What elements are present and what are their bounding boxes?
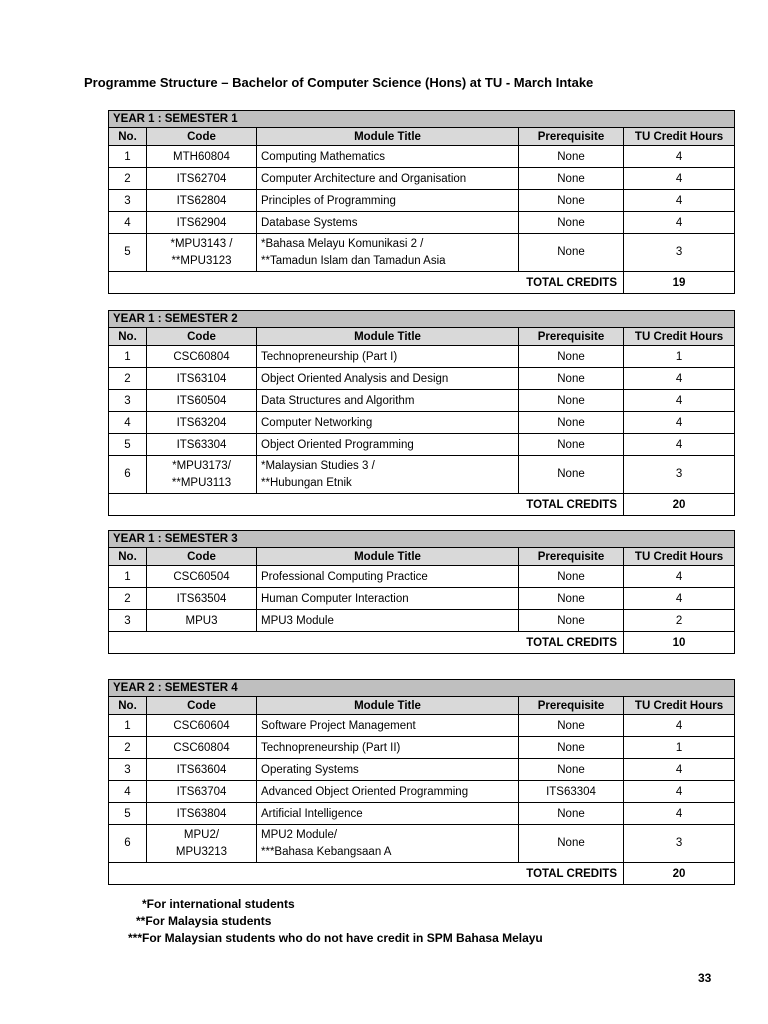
prerequisite: None bbox=[519, 610, 624, 632]
col-header-title: Module Title bbox=[257, 128, 519, 146]
module-title-line: Technopreneurship (Part I) bbox=[261, 350, 398, 363]
module-code-line: ITS63504 bbox=[176, 592, 227, 605]
prerequisite: None bbox=[519, 825, 624, 863]
row-number: 5 bbox=[109, 803, 147, 825]
row-number: 5 bbox=[109, 234, 147, 272]
module-code-line: MPU3 bbox=[185, 614, 218, 627]
module-title-line: Object Oriented Programming bbox=[261, 438, 414, 451]
module-title bbox=[257, 234, 519, 272]
table-row bbox=[109, 715, 735, 737]
module-code bbox=[147, 737, 257, 759]
module-code bbox=[147, 412, 257, 434]
module-code bbox=[147, 368, 257, 390]
col-header-prereq: Prerequisite bbox=[519, 548, 624, 566]
module-code-line: ITS63204 bbox=[176, 416, 227, 429]
prerequisite: None bbox=[519, 212, 624, 234]
row-number: 3 bbox=[109, 610, 147, 632]
col-header-title: Module Title bbox=[257, 548, 519, 566]
table-row bbox=[109, 368, 735, 390]
module-code-line: ITS60504 bbox=[176, 394, 227, 407]
column-header-row bbox=[109, 548, 735, 566]
module-code bbox=[147, 212, 257, 234]
col-header-no: No. bbox=[109, 697, 147, 715]
col-header-prereq: Prerequisite bbox=[519, 697, 624, 715]
module-title bbox=[257, 759, 519, 781]
table-row bbox=[109, 803, 735, 825]
prerequisite: None bbox=[519, 588, 624, 610]
semester-heading: YEAR 1 : SEMESTER 3 bbox=[109, 531, 735, 548]
semester-table bbox=[108, 110, 735, 294]
module-title-line: MPU3 Module bbox=[261, 614, 334, 627]
credit-hours: 4 bbox=[624, 715, 735, 737]
col-header-code: Code bbox=[147, 697, 257, 715]
semester-heading: YEAR 1 : SEMESTER 1 bbox=[109, 111, 735, 128]
total-credits-value: 10 bbox=[624, 632, 735, 654]
credit-hours: 2 bbox=[624, 610, 735, 632]
col-header-hours: TU Credit Hours bbox=[624, 128, 735, 146]
footnote: **For Malaysia students bbox=[136, 914, 272, 928]
module-code bbox=[147, 234, 257, 272]
credit-hours: 1 bbox=[624, 346, 735, 368]
module-code bbox=[147, 588, 257, 610]
prerequisite: None bbox=[519, 737, 624, 759]
module-title bbox=[257, 212, 519, 234]
credit-hours: 4 bbox=[624, 588, 735, 610]
table-row bbox=[109, 434, 735, 456]
table-row bbox=[109, 588, 735, 610]
prerequisite: None bbox=[519, 146, 624, 168]
module-code-line: MPU2/ bbox=[183, 828, 220, 841]
row-number: 4 bbox=[109, 212, 147, 234]
credit-hours: 4 bbox=[624, 168, 735, 190]
prerequisite: None bbox=[519, 456, 624, 494]
module-code bbox=[147, 566, 257, 588]
total-credits-value: 20 bbox=[624, 863, 735, 885]
prerequisite: None bbox=[519, 368, 624, 390]
row-number: 2 bbox=[109, 588, 147, 610]
row-number: 2 bbox=[109, 168, 147, 190]
module-title-line: Artificial Intelligence bbox=[261, 807, 363, 820]
module-title bbox=[257, 737, 519, 759]
module-title-line: **Tamadun Islam dan Tamadun Asia bbox=[261, 254, 446, 267]
module-title bbox=[257, 566, 519, 588]
module-title-line: MPU2 Module/ bbox=[261, 828, 338, 841]
table-row bbox=[109, 781, 735, 803]
prerequisite: None bbox=[519, 434, 624, 456]
col-header-hours: TU Credit Hours bbox=[624, 548, 735, 566]
module-title bbox=[257, 434, 519, 456]
row-number: 5 bbox=[109, 434, 147, 456]
module-title bbox=[257, 825, 519, 863]
prerequisite: None bbox=[519, 803, 624, 825]
module-code bbox=[147, 146, 257, 168]
semester-heading-row bbox=[109, 680, 735, 697]
page-number: 33 bbox=[698, 971, 712, 985]
table-row bbox=[109, 190, 735, 212]
prerequisite: None bbox=[519, 412, 624, 434]
module-code-line: CSC60804 bbox=[173, 741, 230, 754]
credit-hours: 4 bbox=[624, 434, 735, 456]
module-title bbox=[257, 456, 519, 494]
col-header-no: No. bbox=[109, 128, 147, 146]
table-row bbox=[109, 234, 735, 272]
row-number: 1 bbox=[109, 715, 147, 737]
module-title-line: Data Structures and Algorithm bbox=[261, 394, 415, 407]
module-title-line: Human Computer Interaction bbox=[261, 592, 409, 605]
module-title-line: Principles of Programming bbox=[261, 194, 396, 207]
footnotes bbox=[128, 896, 543, 947]
credit-hours: 3 bbox=[624, 825, 735, 863]
module-code-line: CSC60604 bbox=[173, 719, 230, 732]
module-code-line: MTH60804 bbox=[173, 150, 230, 163]
prerequisite: None bbox=[519, 346, 624, 368]
module-code bbox=[147, 390, 257, 412]
module-code bbox=[147, 825, 257, 863]
col-header-no: No. bbox=[109, 548, 147, 566]
col-header-code: Code bbox=[147, 328, 257, 346]
module-title-line: **Hubungan Etnik bbox=[261, 476, 352, 489]
col-header-prereq: Prerequisite bbox=[519, 128, 624, 146]
row-number: 2 bbox=[109, 737, 147, 759]
row-number: 6 bbox=[109, 456, 147, 494]
row-number: 2 bbox=[109, 368, 147, 390]
credit-hours: 4 bbox=[624, 368, 735, 390]
credit-hours: 4 bbox=[624, 759, 735, 781]
module-title-line: Operating Systems bbox=[261, 763, 359, 776]
total-credits-value: 19 bbox=[624, 272, 735, 294]
module-code bbox=[147, 190, 257, 212]
row-number: 4 bbox=[109, 781, 147, 803]
col-header-prereq: Prerequisite bbox=[519, 328, 624, 346]
module-title-line: Advanced Object Oriented Programming bbox=[261, 785, 469, 798]
credit-hours: 4 bbox=[624, 803, 735, 825]
module-title-line: *Bahasa Melayu Komunikasi 2 / bbox=[261, 237, 424, 250]
table-row bbox=[109, 346, 735, 368]
module-title-line: Computer Architecture and Organisation bbox=[261, 172, 467, 185]
table-row bbox=[109, 610, 735, 632]
row-number: 3 bbox=[109, 759, 147, 781]
module-title bbox=[257, 190, 519, 212]
table-row bbox=[109, 212, 735, 234]
module-code-line: *MPU3173/ bbox=[172, 459, 231, 472]
column-header-row bbox=[109, 697, 735, 715]
module-code-line: ITS62804 bbox=[176, 194, 227, 207]
row-number: 1 bbox=[109, 346, 147, 368]
module-code-line: ITS63304 bbox=[176, 438, 227, 451]
module-title bbox=[257, 610, 519, 632]
column-header-row bbox=[109, 328, 735, 346]
semester-table bbox=[108, 679, 735, 885]
module-title-line: Database Systems bbox=[261, 216, 358, 229]
credit-hours: 3 bbox=[624, 456, 735, 494]
module-title bbox=[257, 803, 519, 825]
semester-heading-row bbox=[109, 111, 735, 128]
semester-heading: YEAR 1 : SEMESTER 2 bbox=[109, 311, 735, 328]
module-code-line: ITS63604 bbox=[176, 763, 227, 776]
module-code bbox=[147, 346, 257, 368]
module-code-line: CSC60504 bbox=[173, 570, 230, 583]
module-code-line: ITS63104 bbox=[176, 372, 227, 385]
semester-heading-row bbox=[109, 531, 735, 548]
prerequisite: None bbox=[519, 715, 624, 737]
module-code-line: ITS62704 bbox=[176, 172, 227, 185]
module-title bbox=[257, 146, 519, 168]
table-row bbox=[109, 825, 735, 863]
total-row bbox=[109, 272, 735, 294]
table-row bbox=[109, 390, 735, 412]
col-header-title: Module Title bbox=[257, 328, 519, 346]
module-title bbox=[257, 588, 519, 610]
table-row bbox=[109, 412, 735, 434]
credit-hours: 4 bbox=[624, 190, 735, 212]
total-credits-label: TOTAL CREDITS bbox=[109, 863, 624, 885]
credit-hours: 4 bbox=[624, 212, 735, 234]
module-title-line: Professional Computing Practice bbox=[261, 570, 428, 583]
semester-table bbox=[108, 530, 735, 654]
module-title bbox=[257, 781, 519, 803]
total-credits-label: TOTAL CREDITS bbox=[109, 272, 624, 294]
prerequisite: None bbox=[519, 234, 624, 272]
module-code-line: ITS63804 bbox=[176, 807, 227, 820]
total-credits-label: TOTAL CREDITS bbox=[109, 494, 624, 516]
page-title: Programme Structure – Bachelor of Computer Science (Hons) at TU - March Intake bbox=[84, 75, 594, 90]
table-row bbox=[109, 566, 735, 588]
total-credits-label: TOTAL CREDITS bbox=[109, 632, 624, 654]
row-number: 3 bbox=[109, 190, 147, 212]
semester-heading-row bbox=[109, 311, 735, 328]
table-row bbox=[109, 759, 735, 781]
module-code-line: **MPU3113 bbox=[171, 476, 232, 489]
col-header-title: Module Title bbox=[257, 697, 519, 715]
module-title-line: *Malaysian Studies 3 / bbox=[261, 459, 375, 472]
total-row bbox=[109, 494, 735, 516]
table-row bbox=[109, 456, 735, 494]
module-title-line: Computer Networking bbox=[261, 416, 373, 429]
col-header-no: No. bbox=[109, 328, 147, 346]
col-header-hours: TU Credit Hours bbox=[624, 697, 735, 715]
module-title bbox=[257, 168, 519, 190]
prerequisite: None bbox=[519, 390, 624, 412]
module-title bbox=[257, 368, 519, 390]
col-header-code: Code bbox=[147, 128, 257, 146]
module-code bbox=[147, 456, 257, 494]
module-title-line: Computing Mathematics bbox=[261, 150, 385, 163]
module-code-line: ITS62904 bbox=[176, 216, 227, 229]
row-number: 4 bbox=[109, 412, 147, 434]
module-code bbox=[147, 781, 257, 803]
credit-hours: 4 bbox=[624, 781, 735, 803]
semester-heading: YEAR 2 : SEMESTER 4 bbox=[109, 680, 735, 697]
module-code-line: MPU3213 bbox=[175, 845, 228, 858]
module-code bbox=[147, 759, 257, 781]
credit-hours: 4 bbox=[624, 146, 735, 168]
module-title bbox=[257, 412, 519, 434]
total-row bbox=[109, 863, 735, 885]
credit-hours: 3 bbox=[624, 234, 735, 272]
prerequisite: None bbox=[519, 566, 624, 588]
module-title-line: Object Oriented Analysis and Design bbox=[261, 372, 449, 385]
module-title-line: Technopreneurship (Part II) bbox=[261, 741, 401, 754]
module-title bbox=[257, 390, 519, 412]
prerequisite: None bbox=[519, 190, 624, 212]
prerequisite: None bbox=[519, 759, 624, 781]
column-header-row bbox=[109, 128, 735, 146]
footnote: ***For Malaysian students who do not have credit in SPM Bahasa Melayu bbox=[128, 931, 543, 945]
total-row bbox=[109, 632, 735, 654]
module-code-line: *MPU3143 / bbox=[170, 237, 233, 250]
credit-hours: 1 bbox=[624, 737, 735, 759]
footnote: *For international students bbox=[142, 897, 295, 911]
total-credits-value: 20 bbox=[624, 494, 735, 516]
module-title-line: Software Project Management bbox=[261, 719, 416, 732]
prerequisite: ITS63304 bbox=[519, 781, 624, 803]
module-title bbox=[257, 346, 519, 368]
row-number: 3 bbox=[109, 390, 147, 412]
module-code bbox=[147, 610, 257, 632]
module-title bbox=[257, 715, 519, 737]
semester-table bbox=[108, 310, 735, 516]
credit-hours: 4 bbox=[624, 390, 735, 412]
table-row bbox=[109, 737, 735, 759]
module-title-line: ***Bahasa Kebangsaan A bbox=[261, 845, 392, 858]
prerequisite: None bbox=[519, 168, 624, 190]
module-code-line: ITS63704 bbox=[176, 785, 227, 798]
row-number: 1 bbox=[109, 146, 147, 168]
module-code-line: CSC60804 bbox=[173, 350, 230, 363]
module-code bbox=[147, 434, 257, 456]
credit-hours: 4 bbox=[624, 412, 735, 434]
module-code bbox=[147, 168, 257, 190]
table-row bbox=[109, 146, 735, 168]
credit-hours: 4 bbox=[624, 566, 735, 588]
col-header-code: Code bbox=[147, 548, 257, 566]
row-number: 1 bbox=[109, 566, 147, 588]
table-row bbox=[109, 168, 735, 190]
row-number: 6 bbox=[109, 825, 147, 863]
module-code-line: **MPU3123 bbox=[171, 254, 232, 267]
module-code bbox=[147, 803, 257, 825]
module-code bbox=[147, 715, 257, 737]
col-header-hours: TU Credit Hours bbox=[624, 328, 735, 346]
